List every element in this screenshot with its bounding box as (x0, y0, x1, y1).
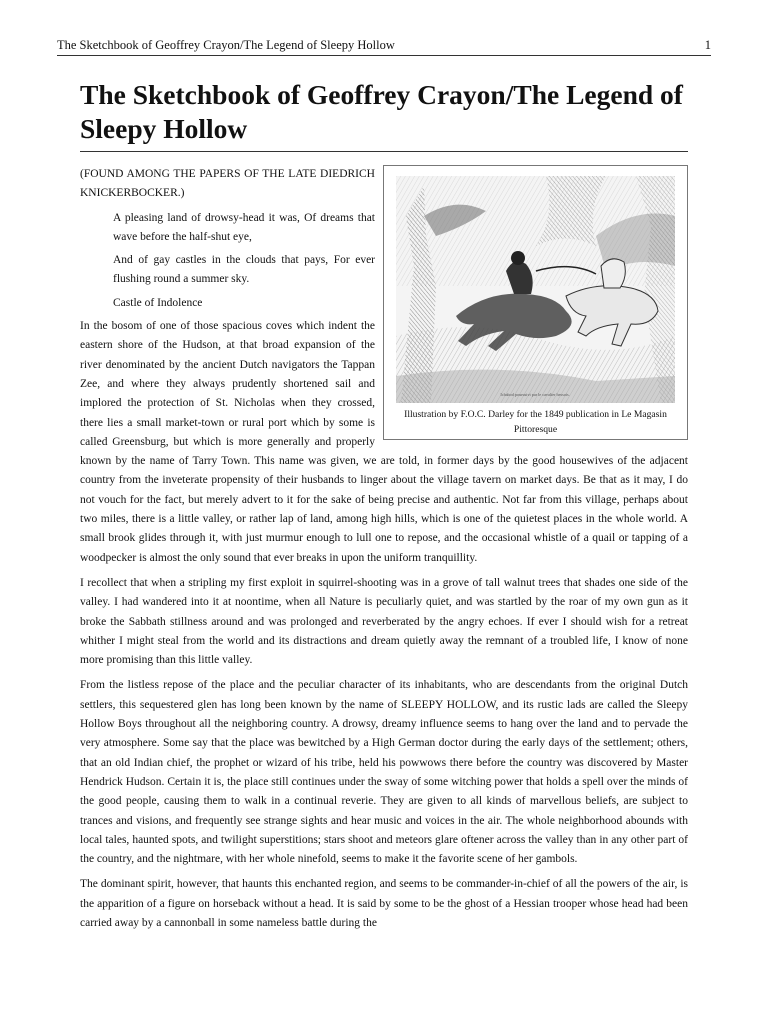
verse-attribution: Castle of Indolence (113, 296, 203, 309)
verse-line: And of gay castles in the clouds that pays, For ever flushing round a summer sky. (113, 254, 375, 286)
page-title: The Sketchbook of Geoffrey Crayon/The Legend of Sleepy Hollow (80, 79, 683, 144)
figure-float-space (375, 165, 688, 452)
running-header (57, 38, 711, 56)
article-body (80, 165, 688, 939)
title-divider (80, 151, 688, 152)
running-title: The Sketchbook of Geoffrey Crayon/The Legend of Sleepy Hollow (57, 38, 395, 52)
verse-line: A pleasing land of drowsy-head it was, Of dreams that wave before the half-shut eye, (113, 211, 375, 243)
paragraph: From the listless repose of the place and the peculiar character of its inhabitants, who are descendants from the original Dutch settlers, this sequestered glen has long been known by the name of SLEEPY HOLLOW, and its rustic lads are called the Sleepy Hollow Boys throughout all the neighboring country. A drowsy, dreamy influence seems to hang over the land and to pervade the very atmosphere. Some say that the place was bewitched by a High German doctor during the early days of the settlement; others, that an old Indian chief, the prophet or wizard of his tribe, held his powwows there before the country was discovered by Master Hendrick Hudson. Certain it is, the place still continues under the sway of some witching power that holds a spell over the minds of the good people, causing them to walk in a continual reverie. They are given to all kinds of marvellous beliefs, are subject to trances and visions, and frequently see strange sights and hear music and voices in the air. The whole neighborhood abounds with local tales, haunted spots, and twilight superstitions; stars shoot and meteors glare oftener across the valley than in any other part of the country, and the nightmare, with her whole ninefold, seems to make it the favorite scene of her gambols. (80, 679, 688, 866)
figure-caption: Illustration by F.O.C. Darley for the 1849 publication in Le Magasin Pittoresque (404, 409, 667, 435)
intro-note: (FOUND AMONG THE PAPERS OF THE LATE DIEDRICH KNICKERBOCKER.) (80, 168, 375, 200)
paragraph: In the bosom of one of those spacious coves which indent the eastern shore of the Hudson, at that broad expansion of the river denominated by the ancient Dutch navigators the Tappan Zee, and where they always prudently shortened sail and implored the protection of St. Nicholas when they crossed, there lies a small market-town or rural port which by some is called Greensburg, but which is more generally and properly known by the name of Tarry Town. This name was given, we are told, in former days by the good housewives of the adjacent country from the inveterate propensity of their husbands to linger about the village tavern on market days. Be that as it may, I do not vouch for the fact, but merely advert to it for the sake of being precise and authentic. Not far from this village, perhaps about two miles, there is a little valley, or rather lap of land, among high hills, which is one of the quietest places in the whole world. A small brook glides through it, with just murmur enough to lull one to repose, and the occasional whistle of a quail or tapping of a woodpecker is almost the only sound that ever breaks in upon the uniform tranquillity. (80, 320, 688, 564)
page-number: 1 (704, 38, 711, 52)
paragraph: The dominant spirit, however, that haunts this enchanted region, and seems to be commander-in-chief of all the powers of the air, is the apparition of a figure on horseback without a head. It is said by some to be the ghost of a Hessian trooper whose head had been carried away by a cannonball in some nameless battle during the (80, 878, 688, 929)
paragraph: I recollect that when a stripling my first exploit in squirrel-shooting was in a grove of tall walnut trees that shades one side of the valley. I had wandered into it at noontime, when all Nature is peculiarly quiet, and was startled by the roar of my own gun as it broke the Sabbath stillness around and was prolonged and reverberated by the angry echoes. If ever I should wish for a retreat whither I might steal from the world and its distractions and dream quietly away the remnant of a troubled life, I know of none more promising than this little valley. (80, 576, 688, 667)
engraving-inscription: Ichabod poursuivi par le cavalier hessois. (500, 392, 570, 397)
